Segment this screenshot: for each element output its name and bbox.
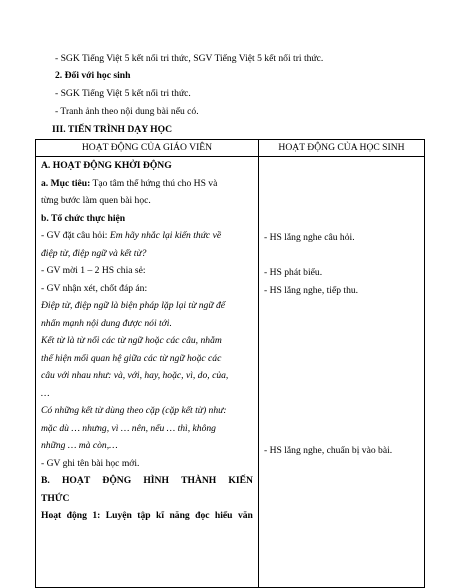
invite-line: - GV mời 1 – 2 HS chia sẻ: (41, 265, 146, 276)
goal-line (41, 178, 217, 190)
section-b-word: HÌNH (143, 475, 169, 486)
definition-3b: mặc dù … nhưng, vì … nên, nếu … thì, không (41, 423, 216, 434)
activity-1-word: động (66, 510, 87, 521)
activity-1-word: đọc (195, 510, 210, 521)
question-prefix: - GV đặt câu hỏi: (41, 230, 110, 241)
section-b-word: THÀNH (181, 475, 217, 486)
student-cell (259, 157, 425, 588)
definition-1a: Điệp từ, điệp ngữ là biện pháp lặp lại từ ngữ để (41, 300, 226, 311)
student-speak: - HS phát biểu. (264, 267, 323, 278)
definition-3a: Có những kết từ dùng theo cặp (cặp kết từ) như: (41, 405, 227, 416)
definition-2a: Kết từ là từ nối các từ ngữ hoặc các câu, nhằm (41, 335, 222, 346)
question-italic-2: điệp từ, điệp ngữ và kết từ? (41, 248, 147, 259)
activity-1-word: hiểu (214, 510, 233, 521)
definition-2d: … (41, 388, 50, 399)
section-b-word: HOẠT (61, 475, 91, 486)
write-title-line: - GV ghi tên bài học mới. (41, 458, 140, 469)
definition-2b: thể hiện mối quan hệ giữa các từ ngữ hoặc các (41, 353, 222, 364)
definition-3c: những … mà còn,… (41, 440, 118, 451)
lesson-plan-table (35, 139, 425, 588)
header-teacher-activities: HOẠT ĐỘNG CỦA GIÁO VIÊN (36, 140, 259, 157)
table-body-row (36, 157, 425, 588)
section-b-word: ĐỘNG (102, 475, 132, 486)
intro-line-materials-teacher: - SGK Tiếng Việt 5 kết nối tri thức, SGV Tiếng Việt 5 kết nối tri thức. (55, 53, 324, 64)
section-b-word: KIẾN (228, 475, 253, 486)
definition-1b: nhấn mạnh nội dung được nói tới. (41, 318, 172, 329)
intro-line-pictures: - Tranh ảnh theo nội dung bài nếu có. (55, 106, 199, 117)
conclude-line: - GV nhận xét, chốt đáp án: (41, 283, 148, 294)
section-b-heading (41, 475, 253, 487)
activity-1-word: Luyện (105, 510, 132, 521)
activity-1-word: tập (137, 510, 151, 521)
goal-text-2: từng bước làm quen bài học. (41, 195, 151, 206)
organization-heading: b. Tổ chức thực hiện (41, 213, 126, 224)
student-listen-receive: - HS lắng nghe, tiếp thu. (264, 285, 359, 296)
student-prepare: - HS lắng nghe, chuẩn bị vào bài. (264, 445, 393, 456)
goal-text: Tạo tâm thế hứng thú cho HS và (90, 178, 218, 189)
goal-label: a. Mục tiêu: (41, 178, 91, 189)
section-b-word: B. (41, 475, 50, 486)
question-line (41, 230, 221, 242)
question-italic-1: Em hãy nhắc lại kiến thức về (109, 230, 222, 241)
activity-1-word: Hoạt (41, 510, 62, 521)
activity-1-word: 1: (92, 510, 101, 521)
definition-2c: câu với nhau như: và, với, hay, hoặc, vì, do, của, (41, 370, 229, 381)
intro-heading-students: 2. Đối với học sinh (55, 70, 131, 81)
header-student-activities: HOẠT ĐỘNG CỦA HỌC SINH (259, 140, 425, 157)
activity-1-word: năng (169, 510, 190, 521)
activity-1-word: văn (237, 510, 253, 521)
activity-1-word: kĩ (156, 510, 165, 521)
teacher-cell (36, 157, 259, 588)
section-title: III. TIẾN TRÌNH DẠY HỌC (52, 124, 173, 135)
intro-line-materials-student: - SGK Tiếng Việt 5 kết nối tri thức. (55, 88, 191, 99)
table-header-row (36, 140, 425, 157)
section-a-heading: A. HOẠT ĐỘNG KHỞI ĐỘNG (41, 160, 172, 171)
section-b-heading-2: THỨC (41, 493, 70, 504)
activity-1-heading (41, 510, 253, 522)
student-listen-question: - HS lắng nghe câu hỏi. (264, 232, 355, 243)
